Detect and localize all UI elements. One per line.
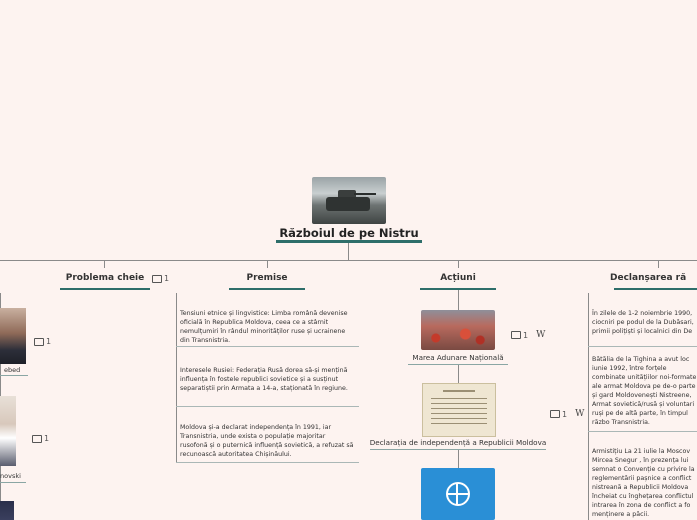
action-caption-2: Declarația de independență a Republicii Moldova bbox=[369, 438, 547, 447]
premise-side-line bbox=[176, 293, 177, 463]
action-photo-un-flag[interactable] bbox=[421, 468, 495, 520]
person-2-comments[interactable] bbox=[32, 434, 49, 443]
branch-problema-title[interactable]: Problema cheie bbox=[65, 273, 145, 283]
action-photo-crowd[interactable] bbox=[421, 310, 495, 350]
comment-count: 1 bbox=[562, 409, 568, 419]
person-name-1: ebed bbox=[4, 366, 21, 374]
declansarea-note-1[interactable]: În zilele de 1-2 noiembrie 1990, ciocniri pe podul de la Dubăsari, primii polițiști și localnici din De bbox=[592, 310, 694, 335]
action-1-comments[interactable] bbox=[511, 330, 545, 340]
branch-connector-declansarea bbox=[658, 260, 659, 268]
branch-declansarea-title[interactable]: Declanșarea ră bbox=[610, 273, 687, 283]
declansarea-separator-2 bbox=[588, 431, 697, 432]
person-name-2: novski bbox=[0, 472, 21, 480]
comment-count: 1 bbox=[44, 434, 50, 443]
person-photo-3[interactable] bbox=[0, 501, 14, 520]
declansarea-separator-1 bbox=[588, 346, 697, 347]
declansarea-side-line bbox=[588, 293, 589, 520]
action-photo-document[interactable] bbox=[422, 383, 496, 437]
premise-note-1[interactable]: Tensiuni etnice și lingvistice: Limba română devenise oficială în Republica Moldova, ceea ce a stârnit nemulțumiri în rândul minorităților ruse și ucrainene din Transnistria. bbox=[180, 310, 348, 344]
branch-problema-underline bbox=[60, 288, 150, 290]
branch-connector-premise bbox=[267, 260, 268, 268]
premise-note-3[interactable]: Moldova și-a declarat independența în 1991, iar Transnistria, unde exista o populație majoritar rusofonă și o puternică influență sovietică, a refuzat să recunoască autoritatea Chișinăului. bbox=[180, 424, 354, 458]
actiuni-connector-3 bbox=[458, 450, 459, 468]
comment-count: 1 bbox=[523, 330, 529, 340]
premise-separator-2 bbox=[176, 406, 359, 407]
actiuni-connector-1 bbox=[458, 290, 459, 310]
declansarea-note-3[interactable]: Armistițiu La 21 iulie la Moscov Mircea Snegur , în prezența lui semnat o Convenție cu privire la reglementării pașnice a conflict nistreană a Republicii Moldova încheiat cu înghețarea conflictul intrarea în zona de conflict a fo menținere a păcii. bbox=[592, 448, 695, 518]
person-photo-1[interactable] bbox=[0, 308, 26, 364]
tank-gun bbox=[354, 193, 376, 195]
tank-body bbox=[326, 197, 370, 211]
action-caption-1: Marea Adunare Națională bbox=[412, 353, 504, 362]
doc-text-line bbox=[431, 413, 487, 414]
action-2-comments[interactable] bbox=[550, 409, 584, 419]
premise-separator-3 bbox=[176, 462, 359, 463]
declansarea-note-2[interactable]: Bătălia de la Tighina a avut loc iunie 1992, între forțele combinate unitățiilor noi-formate ale armat Moldova pe de-o parte și gard Moldovenești Nistreene, Armat sovietică/rusă și voluntari ruși pe de altă parte, în timpul războ Transnistria. bbox=[592, 356, 697, 426]
doc-text-line bbox=[431, 403, 487, 404]
comment-icon bbox=[152, 275, 162, 283]
comment-icon bbox=[550, 410, 560, 418]
root-topic-title[interactable]: Războiul de pe Nistru bbox=[279, 226, 419, 240]
person-underline-1 bbox=[0, 375, 28, 376]
person-photo-2[interactable] bbox=[0, 396, 16, 466]
wikipedia-icon[interactable]: W bbox=[575, 409, 585, 419]
person-underline-2 bbox=[0, 482, 26, 483]
branch-problema-comments[interactable] bbox=[152, 274, 169, 283]
doc-text-line bbox=[431, 408, 487, 409]
root-topic-image[interactable] bbox=[312, 177, 386, 224]
comment-icon bbox=[511, 331, 521, 339]
doc-text-line bbox=[431, 423, 487, 424]
comment-count: 1 bbox=[46, 337, 52, 346]
wikipedia-icon[interactable]: W bbox=[536, 330, 546, 340]
actiuni-connector-2 bbox=[458, 365, 459, 383]
branch-premise-title[interactable]: Premise bbox=[246, 273, 288, 283]
branch-premise-underline bbox=[229, 288, 305, 290]
comment-icon bbox=[34, 338, 44, 346]
un-logo-icon bbox=[446, 482, 470, 506]
root-connector bbox=[348, 243, 349, 261]
branch-declansarea-underline bbox=[614, 288, 697, 290]
doc-text-line bbox=[431, 418, 487, 419]
doc-title-line bbox=[443, 390, 475, 392]
premise-note-2[interactable]: Interesele Rusiei: Federația Rusă dorea să-și mențină influența în fostele republici sovietice și a susținut separatiștii prin Armata a 14-a, staționată în regiune. bbox=[180, 367, 348, 392]
branch-connector-actiuni bbox=[458, 260, 459, 268]
doc-text-line bbox=[431, 398, 487, 399]
branch-connector-problema bbox=[104, 260, 105, 268]
branch-actiuni-title[interactable]: Acțiuni bbox=[440, 273, 476, 283]
comment-icon bbox=[32, 435, 42, 443]
comment-count: 1 bbox=[164, 274, 170, 283]
premise-separator-1 bbox=[176, 346, 359, 347]
root-topic-underline bbox=[276, 240, 422, 243]
person-1-comments[interactable] bbox=[34, 337, 51, 346]
